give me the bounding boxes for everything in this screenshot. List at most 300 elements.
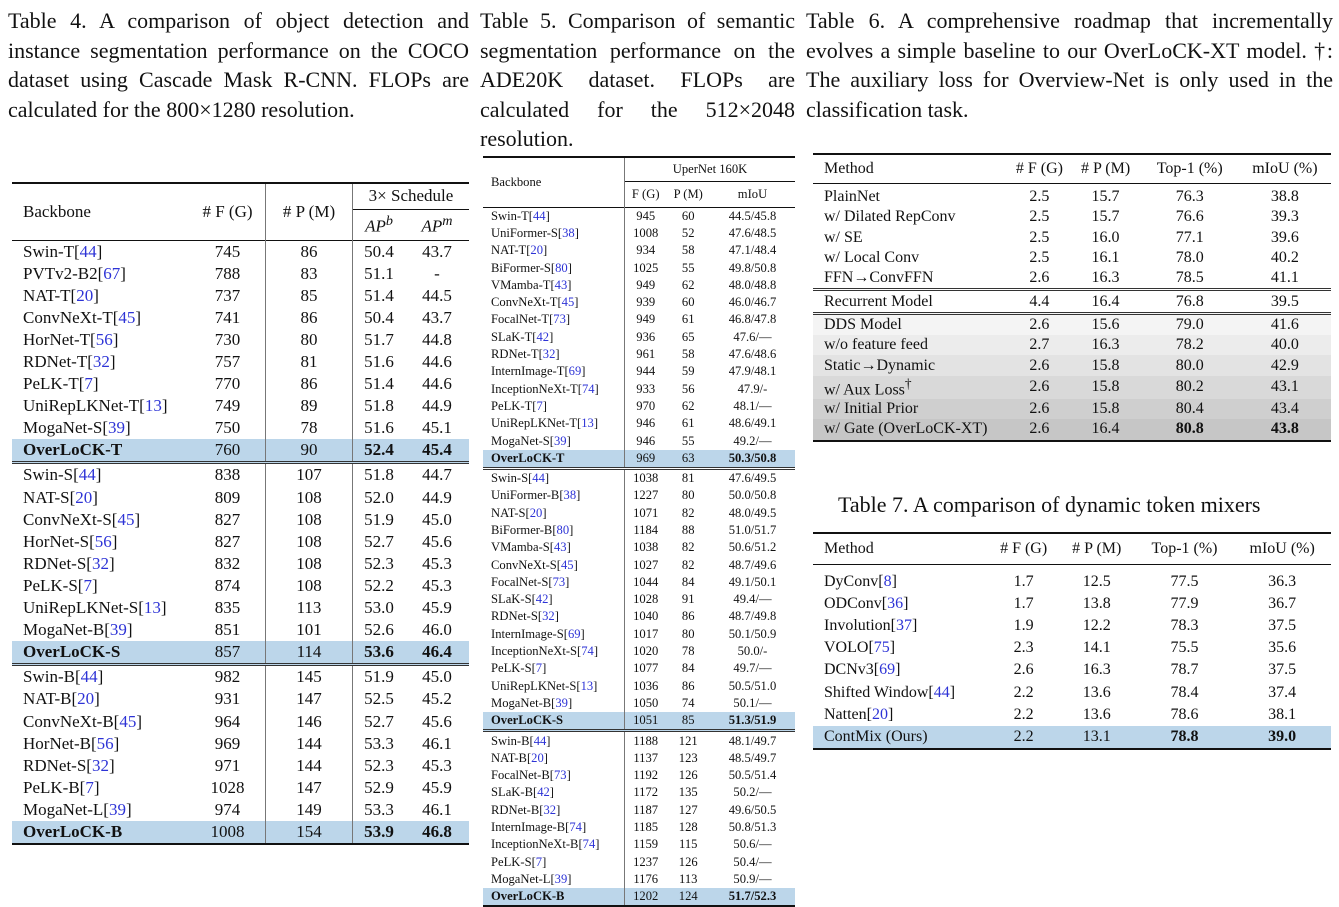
- method-name-cell: [813, 335, 1008, 355]
- citation-link[interactable]: 44: [80, 667, 98, 687]
- params-value: 12.2: [1082, 617, 1111, 635]
- method-name: Swin-T: [23, 241, 74, 261]
- flops-value: 1077: [633, 661, 659, 676]
- citation-link[interactable]: 39: [109, 620, 127, 640]
- miou-value: 48.6/49.1: [728, 416, 777, 431]
- backbone-name: [483, 450, 624, 469]
- table-row: [483, 660, 795, 677]
- miou-value: 51.3/51.9: [710, 712, 795, 731]
- method-name: w/ Gate (OverLoCK-XT): [824, 420, 988, 438]
- citation-link[interactable]: 32: [91, 755, 109, 775]
- method-name: Swin-S: [491, 471, 529, 486]
- miou-value: 38.1: [1268, 705, 1297, 723]
- miou-value: 49.2/—: [733, 433, 772, 448]
- citation-link[interactable]: 44: [532, 208, 546, 223]
- table-row: [813, 726, 1331, 749]
- backbone-name: NAT-T[20]: [483, 242, 624, 259]
- flops-value: 1038: [633, 540, 659, 555]
- backbone-name: UniFormer-S[38]: [483, 225, 624, 242]
- table-row: [483, 750, 795, 767]
- params-value: 56: [681, 381, 695, 396]
- header-params: # P (M): [266, 183, 353, 240]
- params-value: 13.8: [1082, 595, 1111, 613]
- method-name: Static→Dynamic: [824, 356, 936, 374]
- citation-link[interactable]: 45: [561, 295, 575, 310]
- ap-box-value: 50.4: [353, 240, 406, 263]
- flops-value: 2.5: [1029, 188, 1050, 206]
- top1-value: 80.2: [1141, 376, 1239, 399]
- citation-link[interactable]: 20: [77, 689, 95, 709]
- citation-link[interactable]: 56: [96, 733, 114, 753]
- miou-value: 48.7/49.8: [728, 609, 777, 624]
- table5-ade20k-segmentation: [483, 156, 795, 907]
- method-name: PeLK-T: [23, 374, 79, 394]
- method-name: Involution: [824, 617, 891, 635]
- ap-mask-value: 45.6: [422, 711, 452, 731]
- table-row: [483, 591, 795, 608]
- table-row: [813, 207, 1331, 227]
- ap-mask-value: 45.3: [422, 553, 452, 573]
- ap-mask-value: 44.7: [405, 463, 469, 487]
- table-row: [483, 311, 795, 328]
- backbone-name: [483, 712, 624, 731]
- backbone-name: NAT-S[20]: [483, 505, 624, 522]
- flops-value: 1159: [633, 837, 659, 852]
- citation-link[interactable]: 7: [83, 575, 92, 595]
- backbone-name: NAT-T[20]: [23, 285, 99, 305]
- miou-value: 50.3/50.8: [710, 450, 795, 469]
- citation-link[interactable]: 7: [536, 398, 543, 413]
- flops-value: 1227: [633, 488, 659, 503]
- table-row: [12, 463, 469, 487]
- method-name: PeLK-S: [491, 854, 532, 869]
- flops-value: 1188: [624, 731, 666, 750]
- method-name: InceptionNeXt-B: [491, 837, 579, 852]
- flops-value: 851: [190, 619, 266, 641]
- flops-value: 969: [190, 733, 266, 755]
- citation-link[interactable]: 13: [581, 416, 594, 431]
- ap-mask-value: 45.6: [422, 531, 452, 551]
- table-row: [813, 313, 1331, 335]
- method-name: w/ Local Conv: [824, 249, 920, 267]
- method-name-cell: Natten[20]: [824, 705, 894, 723]
- miou-value: 50.5/51.0: [728, 678, 777, 693]
- table-row: [12, 263, 469, 285]
- params-value: 108: [266, 509, 353, 531]
- citation-link[interactable]: 67: [103, 263, 121, 283]
- citation-link[interactable]: 42: [535, 592, 549, 607]
- top1-value: 79.0: [1141, 313, 1239, 335]
- method-name: DDS Model: [824, 315, 902, 333]
- flops-value: 961: [636, 347, 656, 362]
- method-name: OverLoCK-S: [23, 642, 121, 662]
- method-name: RDNet-S: [23, 553, 87, 573]
- ap-box-value: 51.7: [364, 329, 394, 349]
- ap-box-value: 52.7: [364, 531, 394, 551]
- miou-value: 46.8/47.8: [728, 312, 777, 327]
- method-name: VMamba-T: [491, 277, 551, 292]
- citation-link[interactable]: 69: [879, 661, 896, 679]
- header-method: Method: [813, 154, 1008, 184]
- ap-box-value: 51.9: [353, 665, 406, 689]
- params-value: 16.3: [1091, 269, 1120, 287]
- flops-value: 964: [190, 710, 266, 732]
- table-row: [813, 228, 1331, 248]
- method-name: Recurrent Model: [824, 292, 933, 310]
- flops-value: 949: [636, 277, 656, 292]
- table-row: [12, 329, 469, 351]
- citation-link[interactable]: 13: [143, 598, 161, 618]
- flops-value: 730: [190, 329, 266, 351]
- flops-value: 939: [636, 295, 656, 310]
- top1-value: 76.3: [1175, 188, 1204, 206]
- citation-link[interactable]: 56: [95, 329, 113, 349]
- citation-link[interactable]: 20: [530, 243, 544, 258]
- method-name: Swin-B: [23, 667, 75, 687]
- method-name-cell: ODConv[36]: [824, 595, 909, 613]
- method-name: MogaNet-S: [23, 418, 103, 438]
- table-row: [12, 777, 469, 799]
- citation-link[interactable]: 45: [119, 711, 137, 731]
- flops-value: 969: [624, 450, 666, 469]
- citation-link[interactable]: 32: [542, 609, 555, 624]
- flops-value: 4.4: [1008, 290, 1070, 313]
- citation-link[interactable]: 80: [555, 260, 568, 275]
- citation-link[interactable]: 73: [552, 574, 566, 589]
- table-row: [813, 268, 1331, 290]
- table-row: [12, 799, 469, 821]
- backbone-name: RDNet-S[32]: [483, 608, 624, 625]
- citation-link[interactable]: 20: [75, 487, 93, 507]
- params-value: 16.4: [1070, 290, 1140, 313]
- citation-link[interactable]: 38: [562, 225, 575, 240]
- flops-value: 934: [636, 243, 656, 258]
- citation-link[interactable]: 44: [933, 683, 950, 701]
- citation-link[interactable]: 42: [537, 785, 550, 800]
- citation-link[interactable]: 20: [529, 505, 543, 520]
- citation-link[interactable]: 39: [108, 799, 126, 819]
- citation-link[interactable]: 7: [535, 661, 543, 676]
- backbone-name: MogaNet-S[39]: [483, 432, 624, 449]
- citation-link[interactable]: 39: [554, 871, 568, 886]
- method-name-cell: [813, 399, 1008, 419]
- flops-value: 946: [636, 433, 656, 448]
- flops-value: 2.7: [1008, 335, 1070, 355]
- method-name: OverLoCK-T: [23, 440, 123, 460]
- method-name: MogaNet-S: [491, 433, 550, 448]
- header-miou: mIoU (%): [1239, 154, 1331, 184]
- flops-value: 2.5: [1029, 249, 1050, 267]
- params-value: 84: [681, 661, 695, 676]
- method-name: PlainNet: [824, 188, 880, 206]
- flops-value: 749: [190, 395, 266, 417]
- table-row: [12, 641, 469, 665]
- backbone-name: PeLK-T[7]: [483, 398, 624, 415]
- flops-value: 1176: [633, 871, 659, 886]
- params-value: 13.6: [1082, 705, 1111, 723]
- backbone-name: UniRepLKNet-T[13]: [23, 396, 168, 416]
- backbone-name: PeLK-S[7]: [483, 853, 624, 870]
- table-row: [483, 539, 795, 556]
- method-name-cell: [813, 376, 1008, 399]
- citation-link[interactable]: 80: [556, 522, 570, 537]
- citation-link[interactable]: 39: [553, 433, 567, 448]
- flops-value: 1017: [633, 626, 659, 641]
- backbone-name: InternImage-T[69]: [483, 363, 624, 380]
- ap-box-value: 50.4: [364, 307, 394, 327]
- citation-link[interactable]: 44: [533, 733, 547, 748]
- flops-value: 1025: [633, 260, 659, 275]
- citation-link[interactable]: 74: [582, 837, 596, 852]
- table-row: [483, 819, 795, 836]
- method-name: UniFormer-S: [491, 225, 558, 240]
- citation-link[interactable]: 37: [896, 617, 912, 635]
- flops-value: 2.3: [1013, 639, 1034, 657]
- miou-value: 49.7/—: [733, 661, 772, 676]
- method-name: BiFormer-S: [491, 260, 551, 275]
- flops-value: 974: [190, 799, 266, 821]
- citation-link[interactable]: 13: [580, 678, 594, 693]
- method-name-cell: [813, 228, 1008, 248]
- ap-box-value: 53.9: [353, 821, 406, 844]
- citation-link[interactable]: 13: [144, 396, 162, 416]
- citation-link[interactable]: 73: [553, 312, 566, 327]
- citation-link[interactable]: 7: [85, 777, 94, 797]
- method-name: DyConv: [824, 573, 879, 591]
- params-value: 15.8: [1070, 376, 1140, 399]
- miou-value: 36.7: [1268, 595, 1297, 613]
- flops-value: 1044: [633, 574, 659, 589]
- miou-value: 38.8: [1270, 188, 1299, 206]
- table-row: [483, 432, 795, 449]
- flops-value: 982: [190, 665, 266, 689]
- flops-value: 945: [624, 207, 666, 225]
- citation-link[interactable]: 44: [79, 241, 97, 261]
- method-name: HorNet-B: [23, 733, 91, 753]
- citation-link[interactable]: 32: [92, 352, 110, 372]
- method-name: NAT-S: [23, 487, 70, 507]
- backbone-name: Swin-S[44]: [12, 463, 190, 487]
- flops-value: 874: [190, 575, 266, 597]
- citation-link[interactable]: 8: [883, 573, 892, 591]
- ap-mask-value: 45.9: [422, 598, 452, 618]
- table-row: [12, 688, 469, 710]
- table-row: [12, 619, 469, 641]
- method-name-cell: VOLO[75]: [824, 639, 896, 657]
- ap-mask-value: 45.0: [405, 665, 469, 689]
- miou-value: 47.6/48.6: [728, 347, 777, 362]
- miou-value: 49.8/50.8: [728, 260, 777, 275]
- backbone-name: UniRepLKNet-S[13]: [23, 598, 167, 618]
- table-row: [483, 678, 795, 695]
- header-miou: mIoU: [737, 186, 768, 201]
- citation-link[interactable]: 36: [887, 595, 904, 613]
- ap-box-value: 52.3: [364, 755, 394, 775]
- citation-link[interactable]: 7: [84, 374, 93, 394]
- citation-link[interactable]: 74: [581, 381, 595, 396]
- params-value: 16.0: [1091, 228, 1120, 246]
- ap-box-value: 52.3: [364, 553, 394, 573]
- citation-link[interactable]: 75: [873, 639, 890, 657]
- params-value: 108: [266, 575, 353, 597]
- table-row: [813, 681, 1331, 703]
- citation-link[interactable]: 45: [117, 509, 135, 529]
- table-row: [483, 767, 795, 784]
- citation-link[interactable]: 74: [581, 644, 594, 659]
- flops-value: 1.7: [1013, 595, 1034, 613]
- citation-link[interactable]: 73: [553, 768, 567, 783]
- params-value: 16.3: [1082, 661, 1111, 679]
- citation-link[interactable]: 45: [118, 307, 136, 327]
- method-name-cell: [813, 726, 989, 749]
- method-name-cell: [813, 355, 1008, 375]
- flops-value: 931: [190, 688, 266, 710]
- citation-link[interactable]: 38: [563, 488, 577, 503]
- table-row: [813, 184, 1331, 208]
- params-value: 80: [681, 626, 695, 641]
- table-row: [483, 329, 795, 346]
- params-value: 13.1: [1058, 726, 1136, 749]
- citation-link[interactable]: 44: [532, 471, 545, 486]
- method-name: MogaNet-L: [491, 871, 551, 886]
- flops-value: 2.6: [1008, 419, 1070, 440]
- citation-link[interactable]: 7: [535, 854, 543, 869]
- params-value: 124: [666, 888, 710, 906]
- ap-mask-value: 46.1: [422, 733, 452, 753]
- top1-value: 77.1: [1175, 228, 1204, 246]
- miou-value: 37.5: [1268, 617, 1297, 635]
- params-value: 90: [266, 439, 353, 463]
- table-row: [12, 417, 469, 439]
- citation-link[interactable]: 44: [78, 465, 96, 485]
- citation-link[interactable]: 56: [94, 531, 112, 551]
- citation-link[interactable]: 39: [108, 418, 125, 438]
- flops-value: 1192: [633, 768, 659, 783]
- table-row: [12, 733, 469, 755]
- params-value: 15.7: [1091, 188, 1120, 206]
- citation-link[interactable]: 69: [568, 364, 582, 379]
- table-row: [813, 290, 1331, 313]
- table-row: [483, 731, 795, 750]
- ap-mask-value: 45.1: [422, 418, 452, 438]
- ap-mask-value: 44.6: [422, 374, 452, 394]
- params-value: 59: [681, 364, 695, 379]
- backbone-name: PeLK-T[7]: [23, 374, 99, 394]
- params-value: 86: [681, 609, 695, 624]
- backbone-name: RDNet-B[32]: [483, 802, 624, 819]
- method-name: w/o feature feed: [824, 336, 928, 354]
- citation-link[interactable]: 32: [543, 802, 557, 817]
- backbone-name: InceptionNeXt-T[74]: [483, 380, 624, 397]
- flops-value: 835: [190, 597, 266, 619]
- table-row: [483, 415, 795, 432]
- backbone-name: MogaNet-S[39]: [23, 418, 131, 438]
- ap-box-value: 52.0: [364, 487, 394, 507]
- table-row: [813, 355, 1331, 375]
- citation-link[interactable]: 74: [569, 820, 582, 835]
- citation-link[interactable]: 42: [536, 329, 550, 344]
- method-name: InceptionNeXt-T: [491, 381, 578, 396]
- params-value: 61: [681, 312, 695, 327]
- params-value: 60: [681, 295, 695, 310]
- citation-link[interactable]: 20: [76, 285, 94, 305]
- flops-value: 2.6: [1029, 269, 1050, 287]
- method-name-cell: [813, 248, 1008, 268]
- citation-link[interactable]: 69: [567, 626, 581, 641]
- method-name-cell: [813, 268, 1008, 290]
- ap-box-value: 51.4: [364, 285, 394, 305]
- table-row: [483, 522, 795, 539]
- params-value: 91: [681, 592, 695, 607]
- backbone-name: RDNet-T[32]: [483, 346, 624, 363]
- params-value: 62: [681, 398, 695, 413]
- miou-value: 48.1/—: [733, 398, 772, 413]
- citation-link[interactable]: 39: [555, 695, 568, 710]
- citation-link[interactable]: 32: [91, 553, 109, 573]
- header-upernet: UperNet 160K: [624, 157, 795, 181]
- params-value: 52: [681, 225, 695, 240]
- params-value: 144: [266, 733, 353, 755]
- miou-value: 51.7/52.3: [710, 888, 795, 906]
- miou-value: 50.0/50.8: [728, 488, 777, 503]
- backbone-name: MogaNet-L[39]: [23, 799, 132, 819]
- miou-value: 39.6: [1270, 228, 1299, 246]
- table5-caption: Table 5. Comparison of semantic segmentation performance on the ADE20K dataset. FLOPs are calculated for the 512×2048 resolution.: [480, 8, 795, 151]
- backbone-name: RDNet-S[32]: [23, 755, 115, 775]
- miou-value: 43.8: [1239, 419, 1331, 440]
- method-name-cell: DyConv[8]: [824, 573, 897, 591]
- miou-value: 39.3: [1270, 208, 1299, 226]
- params-value: 154: [266, 821, 353, 844]
- params-value: 145: [266, 665, 353, 689]
- method-name: Swin-T: [491, 208, 529, 223]
- citation-link[interactable]: 43: [553, 540, 567, 555]
- backbone-name: Swin-S[44]: [483, 468, 624, 487]
- method-name-cell: Involution[37]: [824, 617, 918, 635]
- flops-value: 827: [190, 509, 266, 531]
- miou-value: 50.2/—: [733, 785, 772, 800]
- params-value: 85: [666, 712, 710, 731]
- table-row: [483, 608, 795, 625]
- backbone-name: Swin-T[44]: [12, 240, 190, 263]
- table-row: [12, 307, 469, 329]
- table-row: [483, 363, 795, 380]
- backbone-name: ConvNeXt-B[45]: [23, 711, 143, 731]
- backbone-name: PeLK-B[7]: [23, 777, 100, 797]
- miou-value: 44.5/45.8: [710, 207, 795, 225]
- table-row: [813, 399, 1331, 419]
- miou-value: 50.4/—: [733, 854, 772, 869]
- method-name: MogaNet-B: [23, 620, 105, 640]
- backbone-name: Swin-T[44]: [483, 207, 624, 225]
- flops-value: 1071: [633, 505, 659, 520]
- citation-link[interactable]: 20: [871, 705, 888, 723]
- citation-link[interactable]: 32: [542, 347, 556, 362]
- backbone-name: NAT-B[20]: [483, 750, 624, 767]
- flops-value: 2.6: [1008, 313, 1070, 335]
- method-name: OverLoCK-T: [491, 450, 565, 465]
- backbone-name: ConvNeXt-S[45]: [23, 509, 141, 529]
- citation-link[interactable]: 20: [531, 750, 544, 765]
- miou-value: 49.1/50.1: [728, 574, 777, 589]
- miou-value: 39.5: [1239, 290, 1331, 313]
- params-value: 147: [266, 688, 353, 710]
- top1-value: 77.5: [1170, 573, 1199, 591]
- params-value: 58: [681, 347, 695, 362]
- miou-value: 47.6/49.5: [710, 468, 795, 487]
- citation-link[interactable]: 45: [560, 557, 574, 572]
- citation-link[interactable]: 43: [554, 277, 568, 292]
